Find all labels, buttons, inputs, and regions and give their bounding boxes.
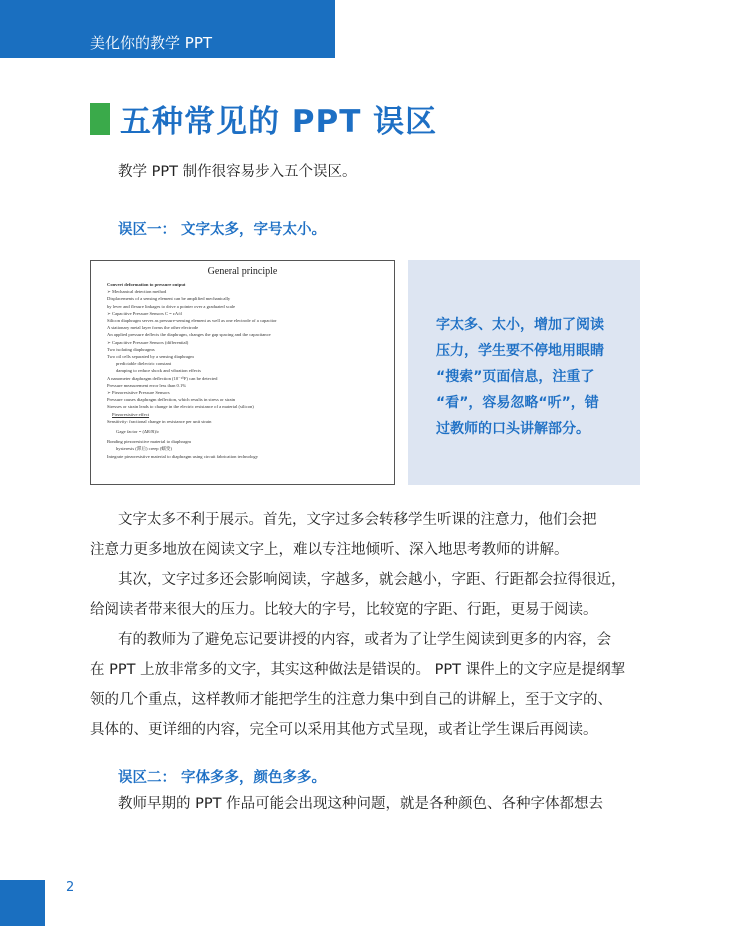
slide-line: damping to reduce shock and vibration effects <box>116 368 201 374</box>
slide-line: ➢ Capacitive Pressure Sensors C = εA/d <box>107 310 182 316</box>
paragraph-line: 其次，文字过多还会影响阅读，字越多，就会越小，字距、行距都会拉得很近， <box>118 572 626 588</box>
slide-line: Pressure causes diaphragm deflection, which results in stress or strain <box>107 397 236 403</box>
callout-line: “看”，容易忽略“听”，错 <box>436 395 599 411</box>
slide-line: predictable dielectric constant <box>116 361 172 367</box>
slide-line: Two oil cells separated by a sensing diaphragm <box>107 354 194 360</box>
slide-line: Two isolating diaphragms <box>107 346 155 352</box>
header-bar <box>0 0 335 58</box>
title-marker-icon <box>90 103 110 135</box>
slide-line: Displacements of a sensing element can be amplified mechanically <box>107 296 231 302</box>
section2-heading: 误区二： 字体多多，颜色多多。 <box>118 770 327 786</box>
paragraph <box>90 625 626 745</box>
header-title: 美化你的教学 PPT <box>90 34 213 52</box>
slide-image-example <box>90 260 395 485</box>
slide-line: Bonding piezoresistive material to diaphragm <box>107 439 191 445</box>
section1-heading: 误区一： 文字太多，字号太小。 <box>118 222 327 238</box>
page-number: 2 <box>66 880 75 895</box>
callout-line: 压力，学生要不停地用眼睛 <box>436 343 604 359</box>
intro-paragraph <box>90 157 590 187</box>
slide-line: Convert deformation to pressure output <box>107 282 186 287</box>
paragraph-line: 有的教师为了避免忘记要讲授的内容，或者为了让学生阅读到更多的内容，会 <box>118 632 611 648</box>
paragraph <box>90 565 626 625</box>
slide-title: General principle <box>207 266 278 277</box>
slide-line: Piezoresistive effect <box>112 411 150 417</box>
page-title-text: 五种常见的 PPT 误区 <box>120 104 438 140</box>
intro-text: 教学 PPT 制作很容易步入五个误区。 <box>118 164 357 180</box>
slide-line: An applied pressure deflects the diaphragm, changes the gap spacing and the capacitance <box>107 332 271 338</box>
slide-line: A nanometer diaphragm deflection (10⁻¹⁰F) can be detected <box>107 375 218 381</box>
footer-block <box>0 880 45 926</box>
slide-line: Silicon diaphragm serves as pressure-sensing element as well as one electrode of a capacitor <box>107 318 277 324</box>
section2-paragraph: 教师早期的 PPT 作品可能会出现这种问题，就是各种颜色、各种字体都想去 <box>118 796 604 812</box>
paragraph <box>90 505 597 565</box>
paragraph-line: 具体的、更详细的内容，完全可以采用其他方式呈现，或者让学生课后再阅读。 <box>90 722 598 738</box>
paragraph-line: 注意力更多地放在阅读文字上，难以专注地倾听、深入地思考教师的讲解。 <box>90 542 569 558</box>
slide-line: Stresses or strain leads to change in the electric resistance of a material (silicon) <box>107 404 254 410</box>
section2-body <box>90 789 604 819</box>
section1-body <box>90 505 626 745</box>
slide-line: A stationary metal layer forms the other electrode <box>107 325 199 331</box>
slide-line: Integrate piezoresistive material to diaphragm using circuit fabrication technology <box>107 453 259 459</box>
callout-line: 字太多、太小，增加了阅读 <box>436 317 604 333</box>
slide-line: hysteresis (滞后) creep (蠕变) <box>116 446 173 452</box>
slide-line: by lever and flexure linkages to drive a pointer over a graduated scale <box>107 303 236 309</box>
slide-line: Gage factor = (ΔR/R)/ε <box>116 429 160 435</box>
slide-line: ➢ Piezoresistive Pressure Sensors <box>107 390 170 396</box>
paragraph-line: 领的几个重点，这样教师才能把学生的注意力集中到自己的讲解上，至于文字的、 <box>90 692 612 708</box>
slide-line: Pressure measurement error less than 0.1% <box>107 382 187 388</box>
paragraph-line: 在 PPT 上放非常多的文字，其实这种做法是错误的。 PPT 课件上的文字应是提纲挈 <box>90 662 626 678</box>
callout-box <box>408 260 640 485</box>
slide-line: ➢ Capacitive Pressure Sensors (differential) <box>107 339 189 345</box>
slide-line: Sensitivity: fractional change in resistance per unit strain <box>107 418 212 424</box>
paragraph-line: 文字太多不利于展示。首先，文字过多会转移学生听课的注意力，他们会把 <box>118 512 597 528</box>
paragraph-line: 给阅读者带来很大的压力。比较大的字号，比较宽的字距、行距，更易于阅读。 <box>90 602 598 618</box>
slide-line: ➢ Mechanical detection method <box>107 289 167 295</box>
page-title <box>90 96 437 141</box>
callout-line: “搜索”页面信息，注重了 <box>436 369 595 385</box>
callout-line: 过教师的口头讲解部分。 <box>436 421 590 437</box>
